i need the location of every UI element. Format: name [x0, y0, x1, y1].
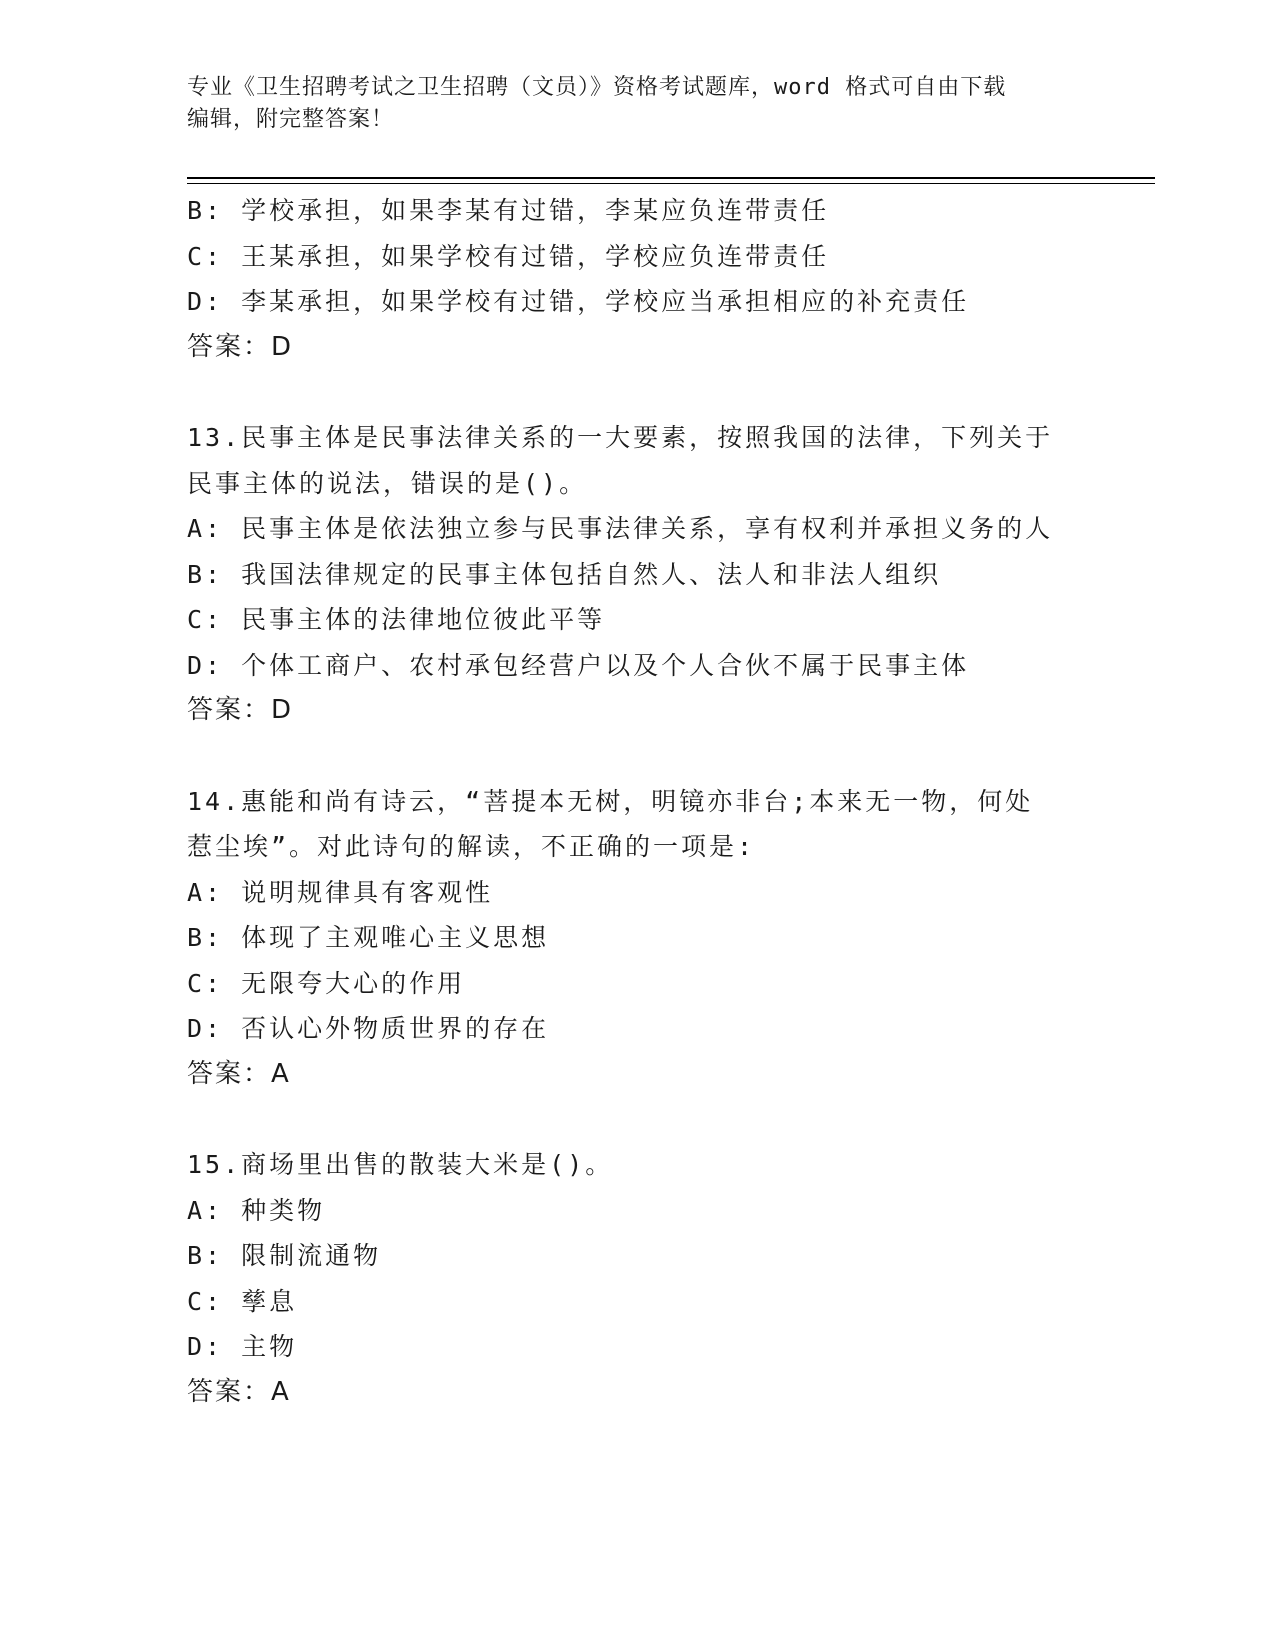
- option-b: B: 我国法律规定的民事主体包括自然人、法人和非法人组织: [187, 559, 942, 589]
- header-line-2: 编辑，附完整答案！: [187, 107, 395, 132]
- answer: 答案：D: [187, 695, 294, 725]
- header-line-1: 专业《卫生招聘考试之卫生招聘（文员）》资格考试题库，word 格式可自由下载: [187, 75, 1007, 100]
- option-b: B: 学校承担，如果李某有过错，李某应负连带责任: [187, 196, 830, 225]
- option-c: C: 王某承担，如果学校有过错，学校应负连带责任: [187, 241, 830, 271]
- question-13: [187, 415, 1107, 734]
- option-d: D: 个体工商户、农村承包经营户以及个人合伙不属于民事主体: [187, 650, 970, 680]
- option-a: A: 说明规律具有客观性: [187, 877, 494, 907]
- header-divider-thin: [187, 183, 1155, 184]
- question-text-line-2: 民事主体的说法，错误的是()。: [187, 468, 588, 498]
- option-b: B: 体现了主观唯心主义思想: [187, 923, 550, 952]
- spacer: [187, 734, 1107, 779]
- document-header: [187, 72, 1087, 136]
- question-14: [187, 779, 1107, 1098]
- option-b: B: 限制流通物: [187, 1241, 382, 1270]
- question-12-continuation: [187, 188, 1107, 370]
- option-c: C: 孳息: [187, 1286, 298, 1316]
- answer: 答案：A: [187, 1376, 291, 1407]
- option-d: D: 否认心外物质世界的存在: [187, 1014, 550, 1043]
- question-15: [187, 1142, 1107, 1415]
- answer: 答案：D: [187, 331, 294, 362]
- option-c: C: 民事主体的法律地位彼此平等: [187, 605, 606, 634]
- question-text-line-1: 13.民事主体是民事法律关系的一大要素，按照我国的法律，下列关于: [187, 423, 1054, 452]
- option-a: A: 民事主体是依法独立参与民事法律关系，享有权利并承担义务的人: [187, 514, 1054, 543]
- option-d: D: 主物: [187, 1332, 298, 1361]
- option-a: A: 种类物: [187, 1195, 326, 1225]
- answer: 答案：A: [187, 1058, 291, 1089]
- option-c: C: 无限夸大心的作用: [187, 968, 466, 998]
- question-text-line-1: 14.惠能和尚有诗云，“菩提本无树，明镜亦非台;本来无一物，何处: [187, 786, 1034, 816]
- question-text-line-1: 15.商场里出售的散装大米是()。: [187, 1150, 614, 1179]
- option-d: D: 李某承担，如果学校有过错，学校应当承担相应的补充责任: [187, 287, 970, 316]
- spacer: [187, 1097, 1107, 1142]
- header-divider-thick: [187, 177, 1155, 179]
- question-text-line-2: 惹尘埃”。对此诗句的解读，不正确的一项是:: [187, 832, 756, 861]
- spacer: [187, 370, 1107, 415]
- document-body: [187, 188, 1107, 1415]
